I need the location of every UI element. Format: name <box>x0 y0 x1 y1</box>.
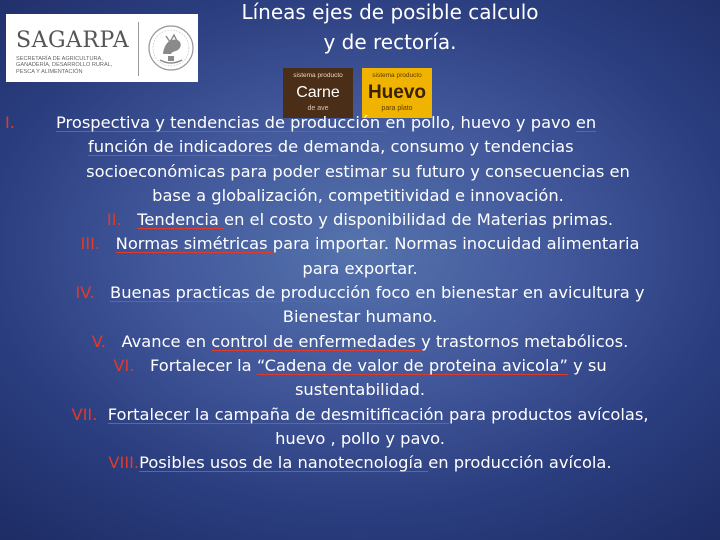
title-line-1: Líneas ejes de posible calculo <box>241 0 539 24</box>
list-item <box>0 403 720 452</box>
item-text: foco en bienestar en avicultura y <box>375 283 645 303</box>
item-number: III. <box>80 234 101 254</box>
item-link[interactable]: Prospectiva y tendencias de producción <box>56 113 386 132</box>
list-item <box>0 354 720 403</box>
sagarpa-subtitle: SECRETARÍA DE AGRICULTURA, GANADERÍA, DESARROLLO RURAL, PESCA Y ALIMENTACIÓN <box>16 56 113 75</box>
item-line: para exportar. <box>302 258 418 278</box>
item-line: Bienestar humano. <box>282 307 438 327</box>
item-number: I. <box>5 113 15 132</box>
item-link[interactable]: función de indicadores <box>88 137 278 157</box>
item-number: II. <box>106 210 122 230</box>
item-line <box>56 135 716 159</box>
item-line: huevo , pollo y pavo. <box>275 428 445 448</box>
huevo-badge-top: sistema producto <box>372 72 422 79</box>
item-text: de demanda, consumo y tendencias <box>277 137 574 157</box>
item-text: y trastornos metabólicos. <box>421 331 629 351</box>
item-link[interactable]: Buenas practicas de producción <box>110 283 376 303</box>
item-line: sustentabilidad. <box>294 380 426 400</box>
list-item <box>0 208 720 232</box>
list-item <box>0 111 720 208</box>
carne-badge-bottom: de ave <box>307 105 329 112</box>
item-text: en el costo y disponibilidad de Materias primas. <box>224 210 614 230</box>
item-text: Avance en <box>121 331 212 351</box>
title-line-2: y de rectoría. <box>323 30 457 54</box>
item-link[interactable]: Fortalecer la campaña de desmitificación <box>107 404 449 424</box>
mexico-seal-icon <box>146 18 196 78</box>
sagarpa-wordmark: SAGARPA <box>16 28 130 53</box>
sagarpa-logo <box>6 14 198 82</box>
slide-title <box>220 0 560 57</box>
item-text: Fortalecer la <box>149 355 257 375</box>
item-number: VI. <box>113 355 135 375</box>
item-link[interactable]: “Cadena de valor de proteina avicola” <box>256 355 568 375</box>
list-item <box>0 232 720 281</box>
list-item <box>0 451 720 475</box>
item-link[interactable]: Normas simétricas <box>115 234 273 254</box>
list-item <box>0 281 720 330</box>
item-link[interactable]: en <box>575 113 597 132</box>
axes-list <box>0 111 720 475</box>
item-text: y su <box>567 355 607 375</box>
carne-badge-main: Carne <box>296 84 340 101</box>
item-link[interactable]: control de enfermedades <box>211 331 422 351</box>
list-item <box>0 330 720 354</box>
item-number: VII. <box>71 404 98 424</box>
item-number: IV. <box>75 283 95 303</box>
item-line: base a globalización, competitividad e innovación. <box>152 185 564 205</box>
item-text: en pollo, huevo y pavo <box>385 113 576 132</box>
item-text: en producción avícola. <box>428 453 612 473</box>
huevo-badge-bottom: para plato <box>381 105 413 112</box>
item-link[interactable]: Posibles usos de la nanotecnología <box>139 453 429 473</box>
item-line: socioeconómicas para poder estimar su futuro y consecuencias en <box>86 161 630 181</box>
item-number: VIII. <box>108 453 140 473</box>
carne-badge-top: sistema producto <box>293 72 343 79</box>
item-number: V. <box>91 331 106 351</box>
item-text: para importar. Normas inocuidad alimentaria <box>272 234 640 254</box>
item-link[interactable]: Tendencia <box>137 210 225 230</box>
logo-divider <box>138 22 139 76</box>
huevo-badge-main: Huevo <box>367 82 427 103</box>
item-text: para productos avícolas, <box>448 404 649 424</box>
